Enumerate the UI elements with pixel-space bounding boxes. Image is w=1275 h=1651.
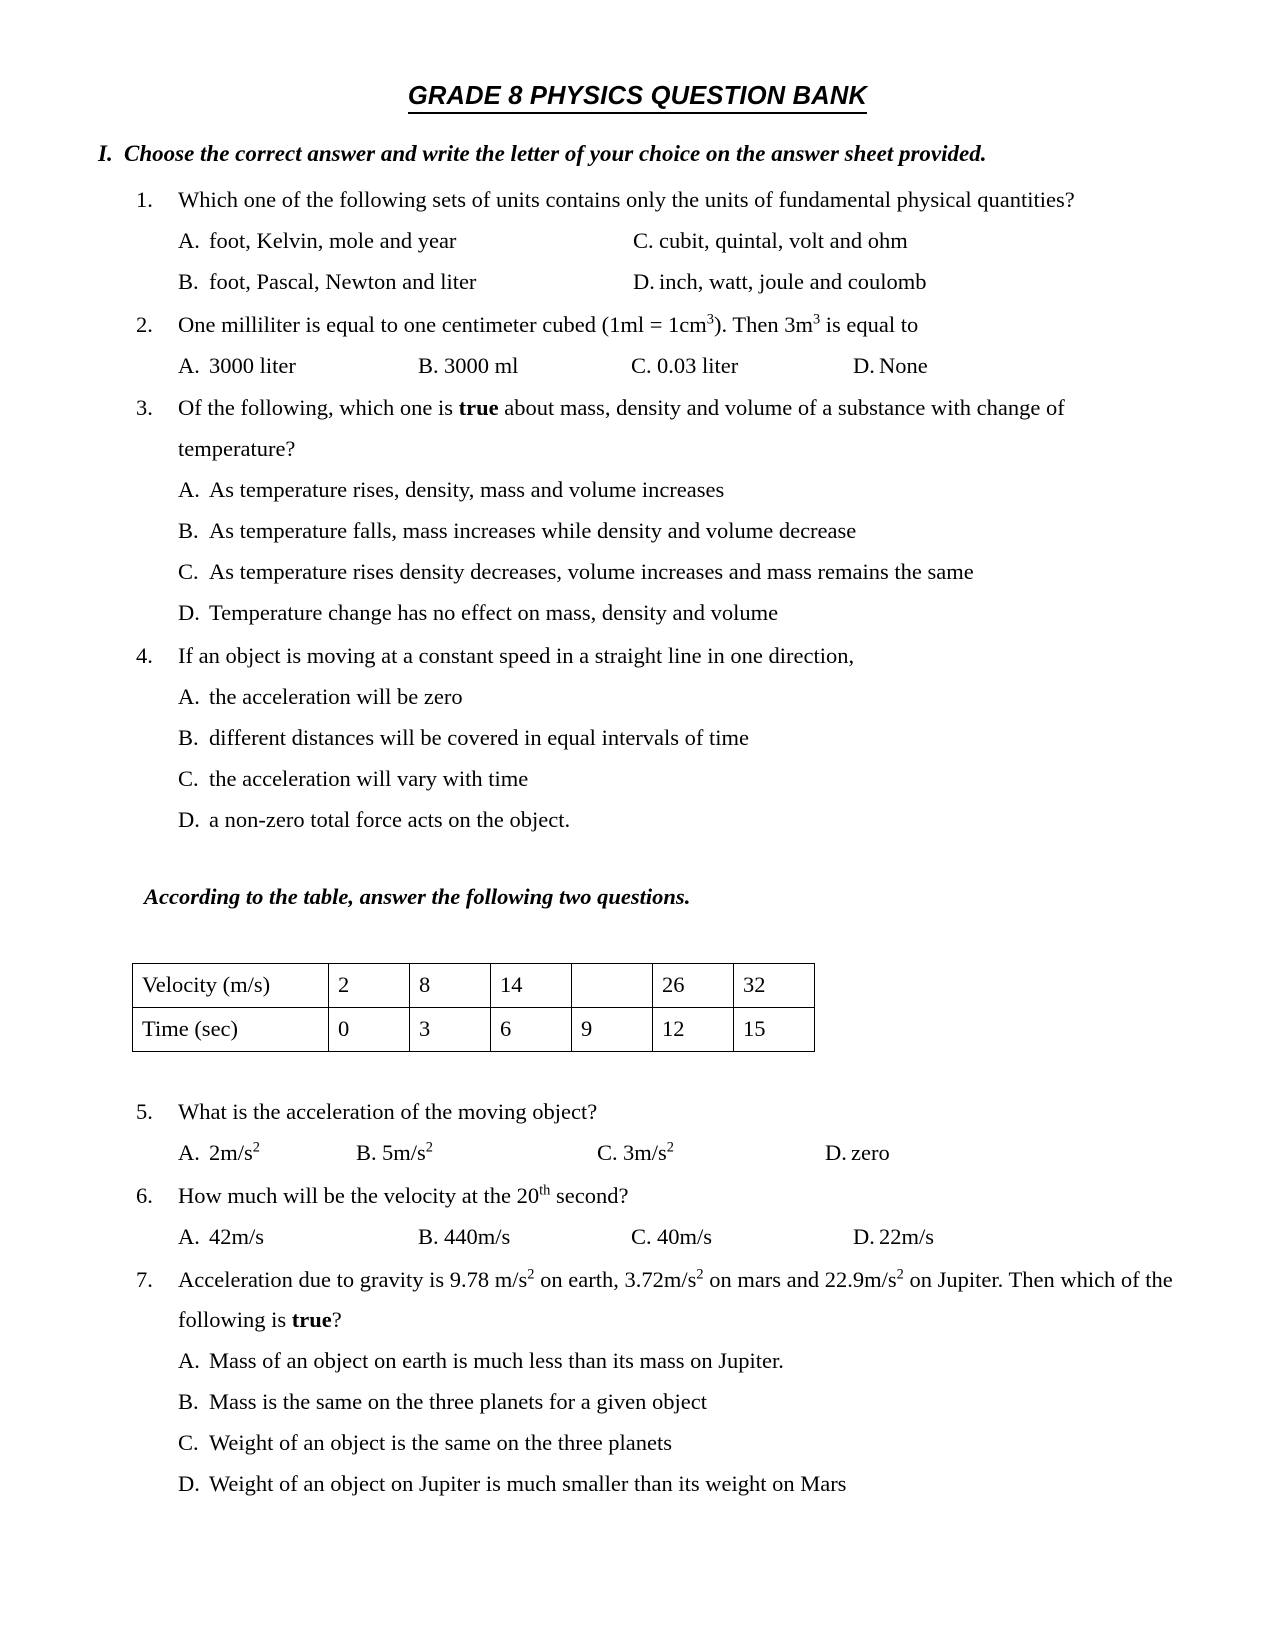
question-6-text-b: second? [550,1182,629,1208]
option-2c[interactable] [631,346,853,387]
option-5b[interactable] [356,1133,597,1174]
question-2-text [178,305,1179,346]
question-3 [96,388,1179,634]
velocity-cell-4 [572,963,653,1007]
option-4c-label: C. [178,765,199,791]
option-2d[interactable] [853,346,1179,387]
velocity-time-table [132,963,815,1052]
question-7-text-e: ? [331,1307,342,1333]
time-cell-4: 9 [572,1007,653,1051]
option-4d-text: a non-zero total force acts on the object. [209,806,571,832]
option-1b[interactable] [178,262,633,303]
question-7-emphasis: true [291,1307,332,1333]
option-3d-label: D. [178,600,200,626]
option-1b-label: B. [178,268,199,294]
option-2b-label: B. [418,352,439,378]
option-7a[interactable] [178,1341,1179,1382]
option-1a[interactable] [178,221,633,262]
velocity-cell-5: 26 [653,963,734,1007]
option-4d-label: D. [178,806,200,832]
question-3-number: 3. [136,395,153,421]
question-6-number: 6. [136,1182,153,1208]
option-6c-text: 40m/s [657,1223,713,1249]
time-cell-3: 6 [491,1007,572,1051]
option-3a[interactable] [178,470,1179,511]
option-3b[interactable] [178,511,1179,552]
option-5d-label: D. [825,1139,847,1165]
option-1d-label: D. [633,268,655,294]
table-lead-in: According to the table, answer the following two questions. [144,883,691,909]
question-7-text-d: on Jupiter. Then which of the following is [178,1266,1173,1333]
question-1-number: 1. [136,186,153,212]
option-1a-text: foot, Kelvin, mole and year [209,227,457,253]
option-2a-label: A. [178,352,200,378]
velocity-cell-3: 14 [491,963,572,1007]
option-5a[interactable] [178,1133,356,1174]
table-row-time [133,1007,815,1051]
time-cell-6: 15 [734,1007,815,1051]
question-1-options [178,221,1179,303]
option-4d[interactable] [178,800,1179,841]
time-cell-1: 0 [329,1007,410,1051]
option-2d-label: D. [853,352,875,378]
option-6d-text: 22m/s [879,1223,935,1249]
question-2 [96,305,1179,387]
question-7-sup-1: 2 [527,1266,535,1283]
question-5 [96,1092,1179,1174]
row-header-time: Time (sec) [133,1007,329,1051]
option-4a-text: the acceleration will be zero [209,684,463,710]
question-4-text: If an object is moving at a constant speed in a straight line in one direction, [178,643,855,669]
question-7-text-b: on earth, 3.72m/s [534,1266,697,1292]
option-6a-label: A. [178,1223,200,1249]
question-2-text-c: is equal to [820,311,919,337]
question-7-text-c: on mars and 22.9m/s [703,1266,897,1292]
option-6b-text: 440m/s [444,1223,511,1249]
option-6a-text: 42m/s [209,1223,265,1249]
option-5d-text: zero [851,1139,890,1165]
option-3a-text: As temperature rises, density, mass and volume increases [209,477,725,503]
option-1c-label: C. [633,227,654,253]
option-4b-text: different distances will be covered in equal intervals of time [209,724,750,750]
option-7d-label: D. [178,1471,200,1497]
option-4c-text: the acceleration will vary with time [209,765,529,791]
question-list-part-one [96,180,1179,841]
section-numeral: I. [98,141,113,167]
question-7-text-a: Acceleration due to gravity is 9.78 m/s [178,1266,528,1292]
option-5b-sup: 2 [425,1139,433,1156]
question-6-text-a: How much will be the velocity at the 20 [178,1182,540,1208]
question-7-number: 7. [136,1266,153,1292]
option-7c-label: C. [178,1430,199,1456]
option-2c-text: 0.03 liter [657,352,739,378]
option-6b-label: B. [418,1223,439,1249]
option-7a-text: Mass of an object on earth is much less than its mass on Jupiter. [209,1348,784,1374]
option-1d-text: inch, watt, joule and coulomb [659,268,927,294]
row-header-velocity: Velocity (m/s) [133,963,329,1007]
option-6d-label: D. [853,1223,875,1249]
question-2-number: 2. [136,311,153,337]
option-6d[interactable] [853,1217,1179,1258]
option-5a-sup: 2 [252,1139,260,1156]
question-2-sup-1: 3 [706,311,714,328]
question-6 [96,1176,1179,1258]
question-4 [96,636,1179,841]
velocity-cell-2: 8 [410,963,491,1007]
option-7d-text: Weight of an object on Jupiter is much smaller than its weight on Mars [209,1471,847,1497]
option-3d-text: Temperature change has no effect on mass, density and volume [209,600,779,626]
question-5-number: 5. [136,1098,153,1124]
option-2c-label: C. [631,352,652,378]
option-7b-label: B. [178,1389,199,1415]
question-1-text: Which one of the following sets of units contains only the units of fundamental physical quantities? [178,186,1075,212]
option-7b-text: Mass is the same on the three planets for a given object [209,1389,707,1415]
option-7c[interactable] [178,1423,1179,1464]
option-2b[interactable] [418,346,631,387]
option-5a-label: A. [178,1139,200,1165]
question-5-text: What is the acceleration of the moving object? [178,1098,598,1124]
option-3c-label: C. [178,559,199,585]
question-3-options [178,470,1179,634]
question-2-text-a: One milliliter is equal to one centimeter cubed (1ml = 1cm [178,311,707,337]
option-3c[interactable] [178,552,1179,593]
question-3-text-a: Of the following, which one is [178,395,459,421]
option-3b-label: B. [178,518,199,544]
option-5c-label: C. [597,1139,618,1165]
option-2a[interactable] [178,346,418,387]
option-5b-text: 5m/s [382,1139,426,1165]
question-7-sup-2: 2 [696,1266,704,1283]
section-instruction [96,140,1179,169]
question-3-text-b: about mass, density and volume of a substance with change of temperature? [178,395,1065,462]
page-title [96,82,1179,110]
question-7-sup-3: 2 [896,1266,904,1283]
question-7-text [178,1260,1179,1342]
question-6-options [178,1217,1179,1258]
option-4a[interactable] [178,677,1179,718]
page-title-text: GRADE 8 PHYSICS QUESTION BANK [408,82,867,114]
option-1c-text: cubit, quintal, volt and ohm [659,227,908,253]
option-6c[interactable] [631,1217,853,1258]
option-5b-label: B. [356,1139,377,1165]
option-2d-text: None [879,352,928,378]
option-6b[interactable] [418,1217,631,1258]
question-4-number: 4. [136,643,153,669]
option-7a-label: A. [178,1348,200,1374]
question-3-text [178,388,1179,470]
option-5d[interactable] [825,1133,1179,1174]
option-4c[interactable] [178,759,1179,800]
option-5c[interactable] [597,1133,825,1174]
option-3a-label: A. [178,477,200,503]
option-1c[interactable] [633,221,1179,262]
option-7b[interactable] [178,1382,1179,1423]
option-1a-label: A. [178,227,200,253]
time-cell-5: 12 [653,1007,734,1051]
option-6c-label: C. [631,1223,652,1249]
question-2-options [178,346,1179,387]
option-6a[interactable] [178,1217,418,1258]
question-1 [96,180,1179,303]
option-7d[interactable] [178,1464,1179,1505]
question-6-text [178,1176,1179,1217]
table-row-velocity [133,963,815,1007]
section-instruction-text: Choose the correct answer and write the letter of your choice on the answer sheet provided. [124,141,987,167]
question-4-options [178,677,1179,841]
option-2b-text: 3000 ml [444,352,519,378]
question-7-options [178,1341,1179,1505]
option-4b-label: B. [178,724,199,750]
option-5c-sup: 2 [666,1139,674,1156]
option-7c-text: Weight of an object is the same on the three planets [209,1430,673,1456]
question-list-part-two [96,1092,1179,1505]
option-3d[interactable] [178,593,1179,634]
question-2-sup-2: 3 [812,311,821,328]
option-4b[interactable] [178,718,1179,759]
question-5-options [178,1133,1179,1174]
velocity-cell-1: 2 [329,963,410,1007]
question-7 [96,1260,1179,1506]
option-3b-text: As temperature falls, mass increases while density and volume decrease [209,518,857,544]
option-5c-text: 3m/s [623,1139,667,1165]
velocity-cell-6: 32 [734,963,815,1007]
option-3c-text: As temperature rises density decreases, volume increases and mass remains the same [209,559,974,585]
option-1b-text: foot, Pascal, Newton and liter [209,268,477,294]
question-2-text-b: ). Then 3m [714,311,813,337]
velocity-time-table-wrapper [132,963,1179,1052]
question-3-emphasis: true [458,395,499,421]
option-1d[interactable] [633,262,1179,303]
option-5a-text: 2m/s [209,1139,253,1165]
question-6-sup-1: th [539,1182,551,1199]
option-4a-label: A. [178,684,200,710]
time-cell-2: 3 [410,1007,491,1051]
option-2a-text: 3000 liter [209,352,296,378]
